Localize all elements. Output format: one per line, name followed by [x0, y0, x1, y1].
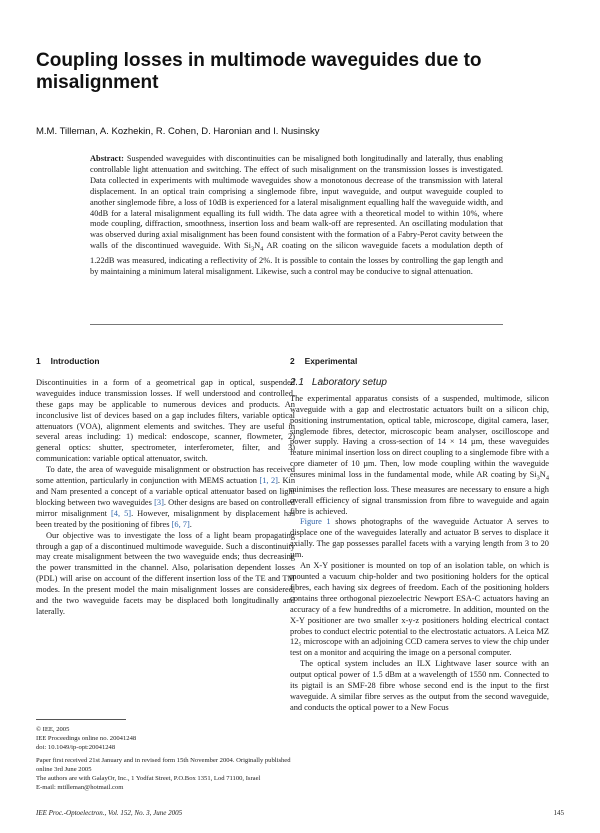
experimental-text: minimises the reflection loss. These measures are necessary to ensure a high overall efficiency of signal transmission from fibre to waveguide and again fibre is achieved. [290, 484, 549, 516]
intro-text: . However, misalignment by displacement has been treated by the positioning of fibres [36, 508, 295, 529]
abstract-divider [90, 324, 503, 325]
intro-text: . [189, 519, 192, 529]
experimental-paragraph-3: An X-Y positioner is mounted on top of an isolation table, on which is mounted a vacuum chip-holder and two positioning holders for the optical fibres, each having six degrees of freedom. Each of the positioning holders contains three orthogonal piezoelectric Newport ESA-C actuators having an accuracy of a few hundredths of a micrometre. In addition, mounted on the X-Y positioner are two smaller x-y-z positioners holding electrical contact probes to conduct electric potential to the electrostatic actuators. A Leica MZ 12₅ microscope with an adjoining CCD camera serves to view the chip under test on a monitor and acquiring the image on a personal computer. [290, 561, 549, 658]
section-number: 2 [290, 356, 295, 366]
abstract-text-part2: AR coating on the silicon waveguide facets a modulation depth of 1.22dB was measured, indicating a reflectivity of 2%. It is possible to contain the losses by controlling the gap length and by maintaining a minimum lateral misalignment. Likewise, such a control may be conducive to signal attenuation. [90, 241, 503, 276]
citation-link[interactable]: [4, 5] [111, 508, 132, 518]
intro-paragraph-1: Discontinuities in a form of a geometrical gap in optical, suspended waveguides induce transmission losses. If well understood and controlled, these gaps may be applicable to numerous devices and products. An inconclusive list of devices based on a gap includes filters, variable optical attenuators (VOA), alignment elements and switches. They are useful in several areas including: 1) medical: endoscope, scanner, flowmeter, 2) general optics: shutter, spectrometer, interferometer, filter, and 3) communication: variable optical attenuator, switch. [36, 377, 295, 464]
citation-link[interactable]: [3] [154, 497, 164, 507]
experimental-text: The experimental apparatus consists of a suspended, multimode, silicon waveguide with a gap and electrostatic actuators built on a silicon chip, positioning instrumentation, optical table, microscope, digital camera, laser, singlemode fibres, detector, microscopic beam analyser, oscilloscope and power supply. Having a cross-section of 14 × 14 µm, these waveguides feature minimal insertion loss on direct coupling to a singlemode fibre with a core diameter of 10 µm. Then, low mode coupling within the waveguide ensures minimal loss in the fundamental mode, while AR coating by [290, 393, 549, 480]
left-column [36, 356, 295, 618]
intro-text: . Kin and Nam presented a concept of a variable optical attenuator based on light blocking between two waveguides [36, 476, 296, 507]
footnote-divider [36, 719, 126, 720]
experimental-paragraph-1 [290, 394, 549, 518]
section-heading-introduction [36, 356, 295, 367]
intro-text: To date, the area of waveguide misalignment or obstruction has received some attention, particularly in conjunction with MEMS actuation [36, 465, 295, 486]
abstract-text-part1: Suspended waveguides with discontinuities can be misaligned both longitudinally and laterally, thus enabling controllable light attenuation and switching. The effect of such misalignment on the transmission losses is investigated. Data collected in experiments with multimode waveguides show a monotonous decrease of the transmission with lateral displacement. In an optical train comprising a singlemode fibre, input waveguide, and output waveguide coupled to another singlemode fibre, a loss of 10dB is experienced for a lateral misalignment equalling half the waveguide width, and 40dB for a lateral misalignment equalling its full width. The data agree with a theoretical model to within 10%, where mode coupling, diffraction, smoothness, insertion loss and beam walk-off are represented. An oscillating modulation that was observed during axial misalignment has been found consistent with the formation of a Fabry-Perot cavity between the walls of the discontinued waveguide. With [90, 154, 503, 251]
section-title: Introduction [50, 356, 100, 366]
author-list: M.M. Tilleman, A. Kozhekin, R. Cohen, D. Haronian and I. Nusinsky [36, 126, 320, 137]
abstract-label: Abstract: [90, 154, 124, 163]
subsection-title: Laboratory setup [311, 376, 387, 388]
page-number: 145 [553, 809, 564, 817]
experimental-paragraph-4: The optical system includes an ILX Lightwave laser source with an output optical power of 1.5 dBm at a wavelength of 1550 nm. Connected to its pigtail is an SMF-28 fibre whose second end is the input to the first waveguide. A similar fibre serves as the output from the second waveguide, and conducts the optical power to a New Focus [290, 659, 549, 712]
copyright-notice: © IEE, 2005 [36, 726, 70, 733]
contact-email: E-mail: mtilleman@hotmail.com [36, 784, 124, 792]
intro-text: . Other designs are based on controlled mirror misalignment [36, 497, 295, 518]
right-column [290, 356, 549, 714]
subsection-number: 2.1 [290, 376, 304, 388]
section-heading-experimental [290, 356, 549, 367]
paper-title: Coupling losses in multimode waveguides due to misalignment [36, 50, 482, 93]
page-footer [36, 809, 564, 817]
figure-link[interactable]: Figure 1 [300, 517, 331, 527]
section-title: Experimental [304, 356, 358, 366]
footnotes [36, 725, 295, 792]
intro-paragraph-2 [36, 465, 295, 530]
doi: doi: 10.1049/ip-opt:20041248 [36, 744, 116, 752]
citation-link[interactable]: [6, 7] [171, 519, 190, 529]
abstract-formula: $Si_3N_4$ [243, 241, 264, 253]
coating-formula: $Si_3N_4$ [529, 470, 549, 482]
subsection-heading-laboratory-setup [290, 378, 549, 389]
proceedings-number: IEE Proceedings online no. 20041248 [36, 735, 137, 743]
experimental-paragraph-2 [290, 517, 549, 561]
abstract [90, 154, 503, 278]
citation-link[interactable]: [1, 2] [259, 476, 278, 486]
received-dates: Paper first received 21st January and in revised form 15th November 2004. Originally published online 3rd June 2005 [36, 756, 291, 773]
author-affiliation: The authors are with GalayOr, Inc., 1 Yodfat Street, P.O.Box 1351, Lod 71100, Israel [36, 775, 261, 783]
experimental-text: shows photographs of the waveguide Actuator A serves to displace one of the waveguides laterally and actuator B serves to displace it axially. The gap possesses parallel facets with a varying length from 3 to 20 µm. [290, 517, 549, 560]
journal-citation: IEE Proc.-Optoelectron., Vol. 152, No. 3, June 2005 [36, 809, 183, 817]
intro-paragraph-3: Our objective was to investigate the loss of a light beam propagating through a gap of a discontinued multimode waveguide. Such a discontinuity may create misalignment between the two waveguide ends; thus decreasing the power transmitted in the channel. Also, polarisation dependent losses (PDL) will arise on account of the different insertion loss of the TE and TM modes. In the present model the main misalignment losses are considered, and the two waveguide facets may be displaced both longitudinally and laterally. [36, 530, 295, 616]
section-number: 1 [36, 356, 41, 366]
